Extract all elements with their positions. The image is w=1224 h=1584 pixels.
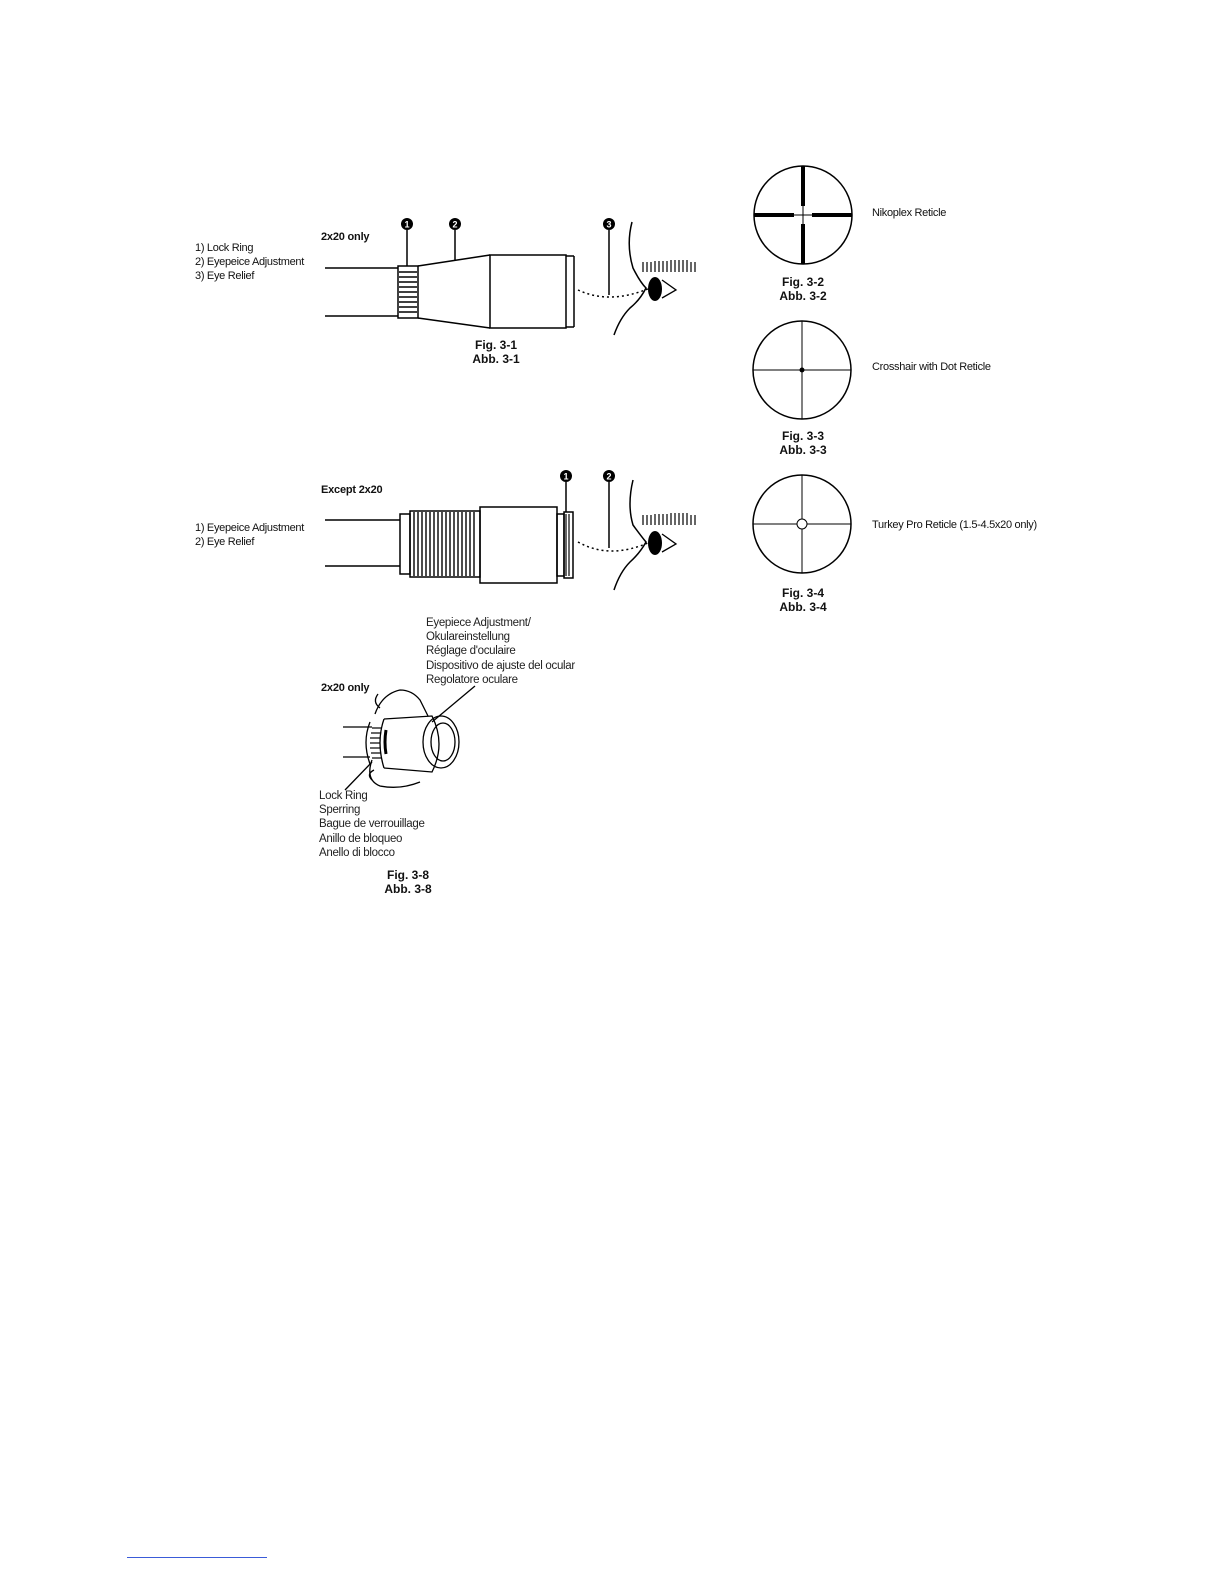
legend-item: 1) Lock Ring [195, 242, 254, 254]
label-line: Lock Ring [319, 790, 368, 802]
fig33-label: Crosshair with Dot Reticle [872, 361, 991, 373]
legend-item: 1) Eyepeice Adjustment [195, 522, 304, 534]
svg-text:2: 2 [606, 471, 612, 482]
svg-text:1: 1 [563, 471, 569, 482]
except-note: Except 2x20 [321, 484, 383, 496]
label-line: Dispositivo de ajuste del ocular [426, 659, 575, 672]
lock-ring-labels [319, 789, 425, 860]
fig38-note: 2x20 only [321, 682, 370, 694]
caption-line: Fig. 3-1 [474, 338, 517, 352]
legend-item: 2) Eye Relief [195, 536, 255, 548]
label-line: Sperring [319, 804, 361, 817]
svg-text:3: 3 [606, 219, 612, 230]
fig34-label: Turkey Pro Reticle (1.5-4.5x20 only) [872, 519, 1037, 531]
svg-text:2: 2 [452, 219, 458, 230]
label-line: Anillo de bloqueo [319, 832, 403, 845]
caption-line: Fig. 3-2 [781, 275, 824, 289]
caption-line: Fig. 3-8 [386, 868, 429, 882]
caption-line: Abb. 3-2 [779, 289, 827, 303]
caption-line: Abb. 3-1 [472, 352, 520, 366]
label-line: Okulareinstellung [426, 631, 510, 644]
svg-text:1: 1 [404, 219, 410, 230]
caption-line: Fig. 3-3 [781, 429, 824, 443]
legend-item: 2) Eyepeice Adjustment [195, 256, 304, 268]
caption-line: Abb. 3-4 [779, 600, 827, 614]
caption-line: Abb. 3-8 [384, 882, 432, 896]
legend-item: 3) Eye Relief [195, 270, 255, 282]
label-line: Bague de verrouillage [319, 818, 425, 831]
label-line: Anello di blocco [319, 846, 395, 859]
footnote-rule [127, 1557, 267, 1558]
caption-line: Abb. 3-3 [779, 443, 827, 457]
fig38-caption [378, 868, 438, 896]
label-line: Eyepiece Adjustment/ [426, 617, 531, 629]
label-line: Regolatore oculare [426, 673, 518, 686]
label-line: Réglage d'oculaire [426, 645, 516, 658]
fig32-label: Nikoplex Reticle [872, 207, 947, 219]
fig31-note: 2x20 only [321, 231, 370, 243]
caption-line: Fig. 3-4 [781, 586, 824, 600]
